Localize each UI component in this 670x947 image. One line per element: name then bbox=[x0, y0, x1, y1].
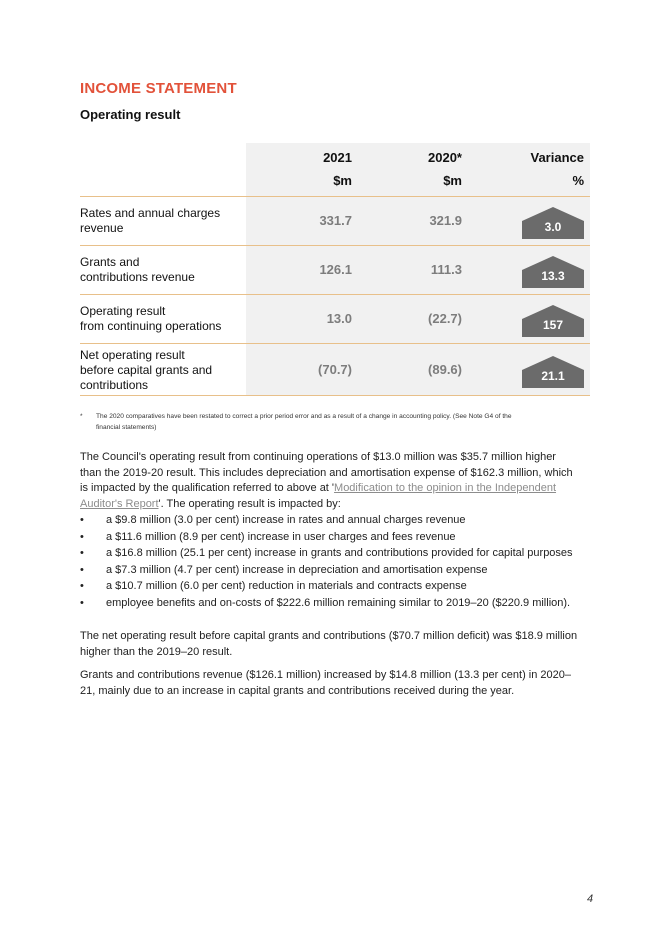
value-2020: 111.3 bbox=[430, 262, 462, 277]
col-2020-year: 2020* bbox=[428, 150, 462, 165]
paragraph-line: higher than the 2019–20 result. bbox=[80, 645, 233, 658]
variance-up-badge bbox=[522, 256, 584, 288]
table-header bbox=[80, 143, 590, 197]
variance-value: 21.1 bbox=[541, 369, 565, 383]
col-2021-unit: $m bbox=[333, 173, 352, 188]
bullet-icon: • bbox=[80, 530, 84, 543]
list-item bbox=[80, 529, 590, 546]
col-2021-year: 2021 bbox=[323, 150, 352, 165]
section-subheading: Operating result bbox=[80, 107, 181, 122]
footnote-line: The 2020 comparatives have been restated to correct a prior period error and as a result of a change in accounting policy. (See Note G4 of the bbox=[96, 413, 512, 420]
value-2020: (22.7) bbox=[428, 311, 462, 326]
list-item bbox=[80, 512, 590, 529]
list-item bbox=[80, 578, 590, 595]
list-item-text: a $10.7 million (6.0 per cent) reduction in materials and contracts expense bbox=[106, 580, 467, 592]
paragraph-line: The net operating result before capital grants and contributions ($70.7 million deficit) was $18.9 million bbox=[80, 630, 578, 642]
section-heading: INCOME STATEMENT bbox=[80, 80, 237, 97]
row-label bbox=[80, 348, 240, 393]
variance-value: 13.3 bbox=[541, 269, 565, 283]
paragraph-text: is impacted by the qualification referred to above at ' bbox=[80, 482, 335, 494]
list-item-text: a $16.8 million (25.1 per cent) increase in grants and contributions provided for capital purposes bbox=[106, 547, 573, 559]
list-item bbox=[80, 545, 590, 562]
variance-up-badge bbox=[522, 356, 584, 388]
operating-result-table bbox=[80, 143, 590, 396]
row-label bbox=[80, 206, 240, 236]
auditors-report-link-cont[interactable]: Auditor's Report bbox=[80, 497, 159, 510]
paragraph-text: '. The operating result is impacted by: bbox=[158, 497, 341, 510]
row-label-line: Net operating result bbox=[80, 348, 185, 362]
row-label-line: contributions bbox=[80, 378, 149, 392]
value-2021: 331.7 bbox=[319, 213, 352, 228]
bullet-icon: • bbox=[80, 596, 84, 609]
variance-up-badge bbox=[522, 305, 584, 337]
value-2020: 321.9 bbox=[429, 213, 462, 228]
row-label-line: revenue bbox=[80, 221, 124, 235]
value-2021: (70.7) bbox=[318, 362, 352, 377]
bullet-icon: • bbox=[80, 514, 84, 526]
row-label-line: Grants and bbox=[80, 255, 140, 269]
col-2020-unit: $m bbox=[443, 173, 462, 188]
row-label-line: before capital grants and bbox=[80, 363, 213, 377]
col-variance-unit: % bbox=[572, 173, 584, 188]
paragraph-net-operating bbox=[80, 629, 590, 660]
value-2020: (89.6) bbox=[428, 362, 462, 377]
paragraph-line: 21, mainly due to an increase in capital grants and contributions received during the year. bbox=[80, 684, 515, 697]
variance-value: 157 bbox=[542, 318, 564, 332]
paragraph-line bbox=[80, 497, 590, 513]
row-label-line: from continuing operations bbox=[80, 319, 222, 333]
table-row bbox=[80, 295, 590, 344]
table-row bbox=[80, 197, 590, 246]
row-label bbox=[80, 304, 240, 334]
footnote-line: financial statements) bbox=[96, 424, 157, 431]
value-2021: 13.0 bbox=[326, 311, 352, 326]
list-item-text: employee benefits and on-costs of $222.6 million remaining similar to 2019–20 ($220.9 million). bbox=[106, 596, 571, 609]
variance-up-badge bbox=[522, 207, 584, 239]
list-item bbox=[80, 562, 590, 579]
list-item-text: a $9.8 million (3.0 per cent) increase in rates and annual charges revenue bbox=[106, 514, 466, 526]
list-item-text: a $7.3 million (4.7 per cent) increase in depreciation and amortisation expense bbox=[106, 563, 488, 576]
footnote-mark: * bbox=[80, 413, 83, 420]
footnote-text bbox=[96, 411, 590, 433]
row-label-line: contributions revenue bbox=[80, 270, 195, 284]
impact-list bbox=[80, 512, 590, 611]
list-item bbox=[80, 595, 590, 612]
bullet-icon: • bbox=[80, 580, 84, 592]
paragraph-operating-result bbox=[80, 450, 590, 512]
bullet-icon: • bbox=[80, 563, 84, 576]
table-row bbox=[80, 344, 590, 396]
paragraph-grants bbox=[80, 668, 590, 699]
variance-value: 3.0 bbox=[544, 220, 562, 234]
page-number: 4 bbox=[587, 893, 594, 905]
paragraph-line bbox=[80, 481, 590, 497]
auditors-report-link[interactable]: Modification to the opinion in the Independent bbox=[334, 482, 557, 494]
paragraph-line: The Council's operating result from continuing operations of $13.0 million was $35.7 million higher bbox=[80, 451, 556, 463]
value-2021: 126.1 bbox=[319, 262, 352, 277]
col-variance-label: Variance bbox=[530, 150, 584, 165]
list-item-text: a $11.6 million (8.9 per cent) increase in user charges and fees revenue bbox=[106, 530, 456, 543]
row-label-line: Operating result bbox=[80, 304, 166, 318]
table-row bbox=[80, 246, 590, 295]
bullet-icon: • bbox=[80, 547, 84, 559]
paragraph-line: than the 2019-20 result. This includes depreciation and amortisation expense of $162.3 million, which bbox=[80, 466, 573, 479]
row-label-line: Rates and annual charges bbox=[80, 206, 221, 220]
row-label bbox=[80, 255, 240, 285]
paragraph-line: Grants and contributions revenue ($126.1 million) increased by $14.8 million (13.3 per cent) in 2020– bbox=[80, 669, 572, 681]
